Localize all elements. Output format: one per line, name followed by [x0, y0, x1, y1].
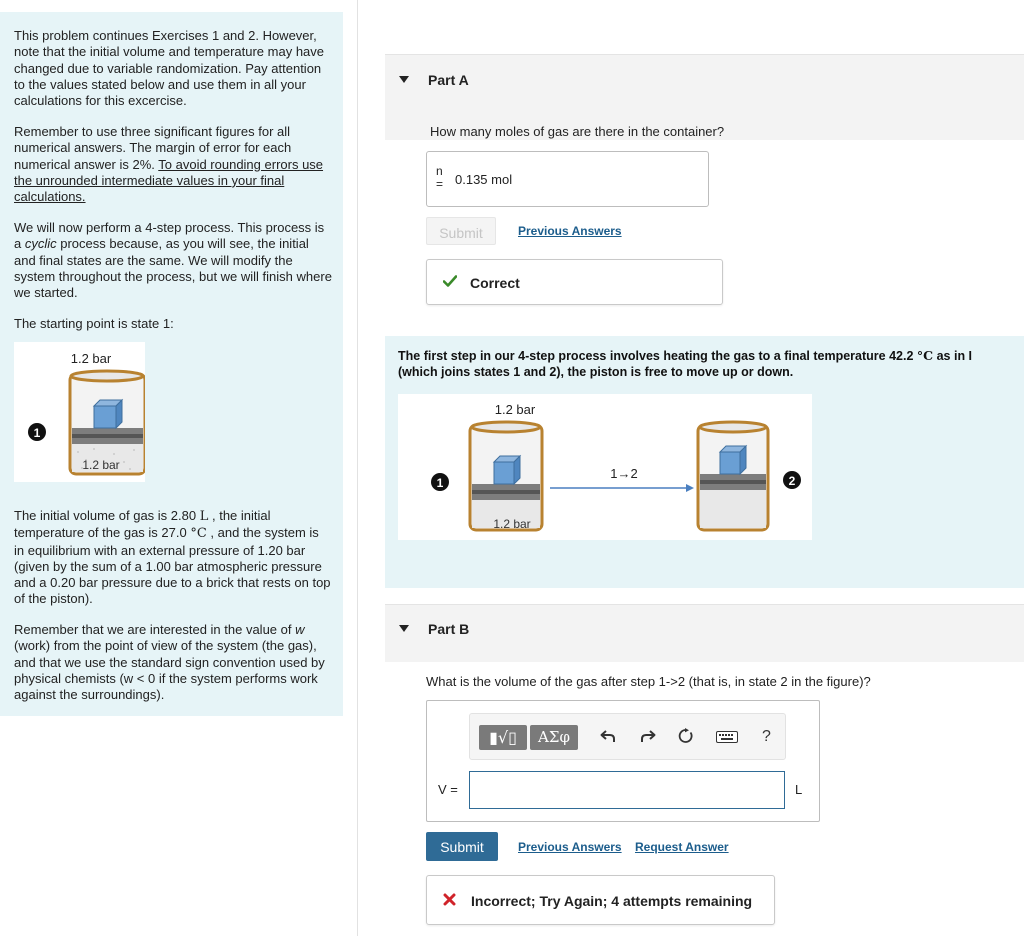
rounding-note: To avoid rounding errors use the unrounded intermediate values in your final calculations. — [14, 156, 324, 205]
step-1-text — [398, 348, 1024, 380]
initial-temp: 27.0 — [161, 525, 187, 541]
help-button[interactable]: ? — [762, 728, 771, 745]
step-1-description — [385, 336, 1024, 588]
collapse-caret-icon[interactable] — [399, 76, 409, 83]
initial-temp-unit: °C — [190, 526, 207, 542]
cyclic-word: cyclic — [24, 236, 57, 252]
fig2-top-pressure: 1.2 bar — [494, 402, 536, 417]
volume-variable-label: V = — [438, 782, 458, 797]
work-b: (work) from the point of view of the system (the gas), and that we use the standard sign convention used by physical chemists (w < 0 if the system performs work against the surroundings). — [14, 638, 325, 703]
step-1-text-a: The first step in our 4-step process involves heating the gas to a final temperature — [398, 349, 890, 363]
work-a: Remember that we are interested in the value of — [14, 622, 296, 637]
greek-symbols-button[interactable]: ΑΣφ — [530, 725, 578, 750]
part-a-answer-box — [426, 151, 709, 207]
answer-variable — [436, 165, 443, 191]
keyboard-icon[interactable] — [716, 731, 738, 743]
step-1-temp: 42.2 — [889, 349, 914, 363]
reset-icon[interactable] — [678, 728, 694, 744]
part-a-feedback-text: Correct — [470, 275, 520, 291]
part-a-previous-answers-link[interactable]: Previous Answers — [518, 224, 622, 238]
part-b-previous-answers-link[interactable]: Previous Answers — [518, 840, 622, 854]
piston-band — [72, 434, 143, 438]
intro-text: This problem continues Exercises 1 and 2. However, note that the initial volume and temperature may have changed due to variable randomization. Pay attention to the values stated below and use them in all your calculations for this excercise. — [14, 28, 325, 109]
undo-icon[interactable] — [600, 728, 616, 744]
part-b-request-answer-link[interactable]: Request Answer — [635, 840, 729, 854]
step-1-figure — [398, 394, 812, 540]
collapse-caret-icon[interactable] — [399, 625, 409, 632]
initial-b: , the initial temperature of the gas is — [14, 508, 271, 541]
step-1-diagram — [398, 394, 812, 540]
variable-equals: = — [436, 177, 444, 191]
process-arrow-head — [686, 484, 694, 492]
part-b-header[interactable] — [385, 604, 1024, 662]
initial-conditions-text — [14, 508, 332, 608]
part-a-question: How many moles of gas are there in the container? — [430, 124, 725, 139]
starting-point-text: The starting point is state 1: — [14, 316, 174, 331]
step-1-text-line2: (which joins states 1 and 2), the piston is free to move up or down. — [398, 365, 794, 379]
process-b: process because, as you will see, the initial and final states are the same. We will modify the system throughout the process, but we will finish where we started. — [14, 236, 332, 301]
volume-input[interactable] — [469, 771, 785, 809]
column-divider — [357, 0, 358, 936]
initial-volume-unit: L — [199, 509, 209, 524]
step-1-temp-unit: °C — [916, 348, 934, 363]
work-symbol: w — [295, 622, 305, 637]
part-b-submit-button[interactable]: Submit — [426, 832, 498, 861]
part-b-feedback-text: Incorrect; Try Again; 4 attempts remaining — [471, 893, 753, 909]
part-a-submit-button[interactable]: Submit — [426, 217, 496, 245]
process-a: We will now perform a 4-step process. This process is a — [14, 220, 325, 252]
math-toolbar — [469, 713, 786, 760]
step-1-text-b: as in I — [933, 349, 973, 363]
cylinder-rim — [71, 371, 143, 381]
work-convention-text — [14, 622, 332, 703]
templates-button[interactable]: ▮√▯ — [479, 725, 527, 750]
redo-icon[interactable] — [640, 728, 656, 744]
piston-cylinder-state-1 — [14, 342, 145, 482]
part-b-question: What is the volume of the gas after step 1->2 (that is, in state 2 in the figure)? — [426, 674, 871, 689]
initial-volume: 2.80 — [170, 508, 197, 523]
part-a-title[interactable]: Part A — [428, 72, 469, 88]
x-icon — [443, 893, 456, 906]
sigfigs-text — [14, 124, 332, 205]
volume-unit-label: L — [795, 782, 803, 797]
state-1-figure — [14, 342, 145, 482]
part-b-feedback — [426, 875, 775, 925]
cylinder-state-2 — [698, 422, 768, 530]
fig2-state-1-number: 1 — [436, 476, 444, 490]
part-b-title[interactable]: Part B — [428, 621, 470, 637]
process-text — [14, 220, 332, 301]
variable-n: n — [436, 164, 443, 178]
state-1-number: 1 — [33, 426, 41, 440]
initial-c: , and the system is in equilibrium with an external pressure of 1.20 bar (given by the sum of a 1.00 bar atmospheric pressure and a 0.20 bar pressure due to a brick that rests on top of the piston). — [14, 525, 331, 607]
part-a-feedback — [426, 259, 723, 305]
arrow-label: 1→2 — [610, 466, 638, 481]
part-b-answer-editor — [426, 700, 820, 822]
check-icon — [443, 275, 457, 287]
fig1-top-pressure: 1.2 bar — [70, 351, 112, 366]
problem-statement-panel — [0, 12, 343, 716]
sigfigs-plain: Remember to use three significant figures for all numerical answers. The margin of error for each numerical answer is 2%. — [14, 124, 292, 172]
answer-value: 0.135 mol — [455, 172, 513, 187]
fig2-state-2-number: 2 — [788, 474, 796, 488]
cylinder-state-1 — [470, 422, 542, 530]
fig1-inner-pressure: 1.2 bar — [82, 458, 120, 472]
initial-a: The initial volume of gas is — [14, 508, 171, 523]
fig2-inner-pressure: 1.2 bar — [493, 517, 531, 531]
brick — [94, 400, 122, 428]
